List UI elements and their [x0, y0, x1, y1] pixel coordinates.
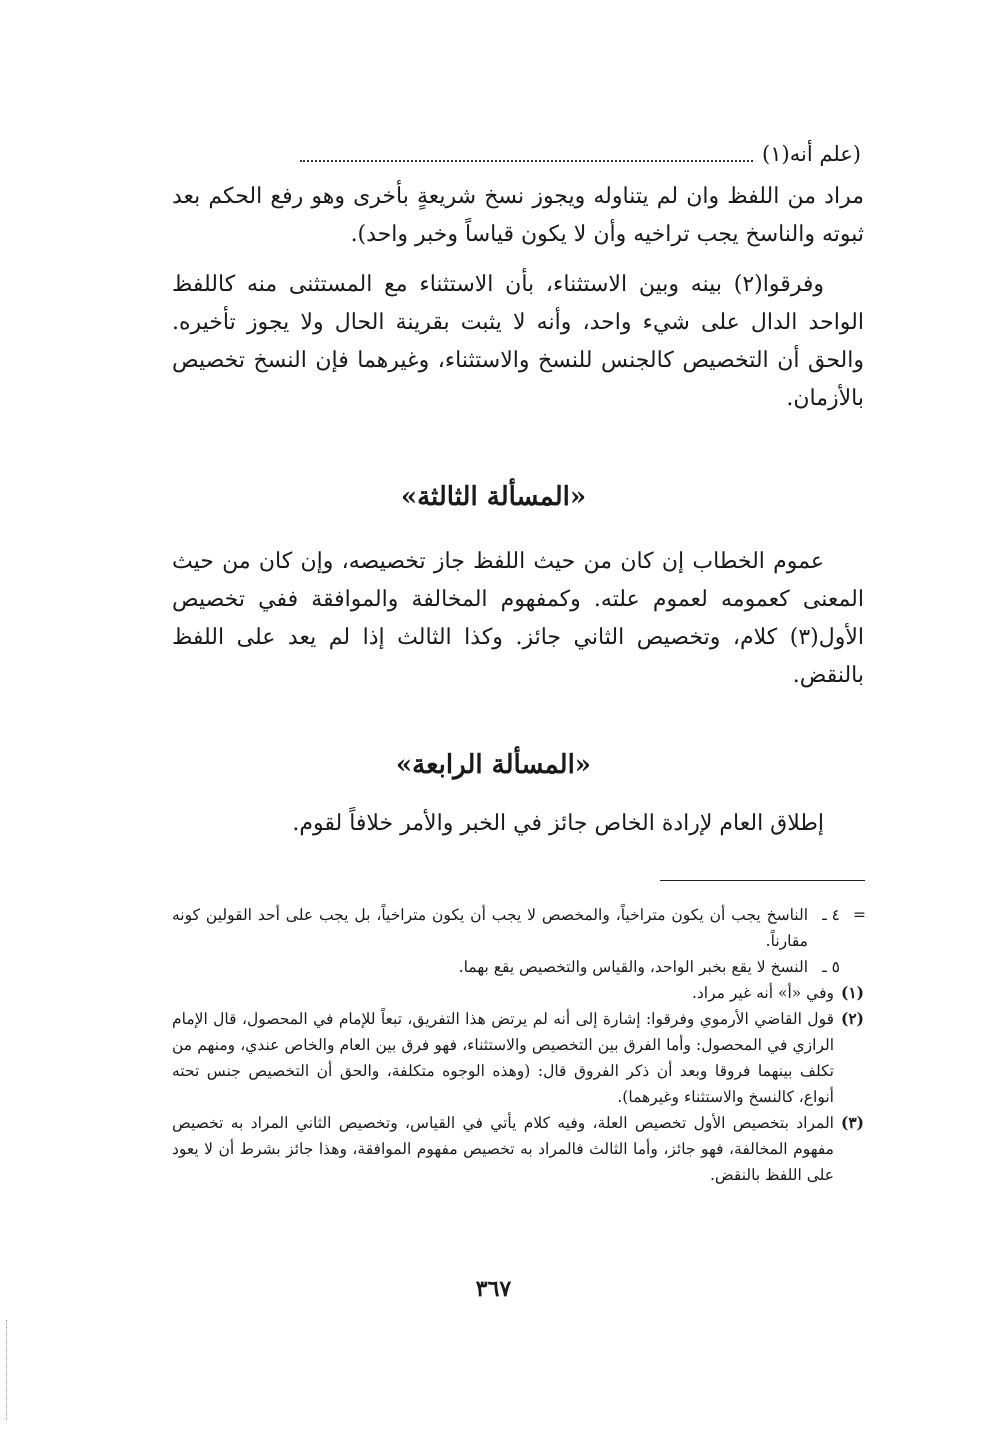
- main-text-top: [172, 178, 864, 418]
- footnote-text: المراد بتخصيص الأول تخصيص العلة، وفيه كلام يأتي في القياس، وتخصيص الثاني المراد به تخصيص مفهوم المخالفة، فهو جائز، وأما الثالث فالمراد به تخصيص مفهوم الموافقة، وهذا جائز بشرط أن لا يعود على اللفظ بالنقض.: [172, 1114, 834, 1184]
- continuation-text: الناسخ يجب أن يكون متراخياً، والمخصص لا يجب أن يكون متراخياً، بل يجب على أحد القولين كونه مقارناً.: [172, 906, 808, 950]
- page-number: ٣٦٧: [475, 1276, 512, 1302]
- footnote-number: (٢): [840, 1009, 864, 1028]
- lead-text: (علم أنه(١): [754, 142, 861, 166]
- continuation-number: ٥ ـ: [822, 958, 840, 976]
- footnote-text: قول القاضي الأرموي وفرقوا: إشارة إلى أنه لم يرتض هذا التفريق، تبعاً للإمام في المحصول، قال الإمام الرازي في المحصول: وأما الفرق بين التخصيص والاستثناء، فهو فرق بين العام والخاص عندي، ومنهم من تكلف بينهما فروقا وبعد أن ذكر الفروق قال: (وهذه الوجوه متكلفة، والحق أن التخصيص جنس تحته أنواع، كالنسخ والاستثناء وغيرهما).: [172, 1010, 834, 1106]
- paragraph-3: عموم الخطاب إن كان من حيث اللفظ جاز تخصيصه، وإن كان من حيث المعنى كعمومه لعموم علته. وكمفهوم المخالفة والموافقة ففي تخصيص الأول(٣) كلام، وتخصيص الثاني جائز. وكذا الثالث إذا لم يعد على اللفظ بالنقض.: [172, 549, 864, 688]
- scan-edge-mark: [6, 1320, 8, 1420]
- footnote-text: وفي «أ» أنه غير مراد.: [691, 984, 834, 1002]
- footnote-2: [172, 1006, 864, 1110]
- footnote-number: (٣): [840, 1113, 864, 1132]
- paragraph-2: وفرقوا(٢) بينه وبين الاستثناء، بأن الاستثناء مع المستثنى منه كاللفظ الواحد الدال على شيء واحد، وأنه لا يثبت بقرينة الحال ولا يجوز تأخيره. والحق أن التخصيص كالجنس للنسخ والاستثناء، وغيرهما فإن النسخ تخصيص بالأزمان.: [172, 272, 864, 411]
- section-heading-3: «المسألة الثالثة»: [400, 482, 587, 512]
- main-text-bottom: [172, 805, 864, 843]
- section-heading-4: «المسألة الرابعة»: [395, 750, 592, 780]
- paragraph-4: إطلاق العام لإرادة الخاص جائز في الخبر والأمر خلافاً لقوم.: [292, 811, 824, 836]
- footnotes: [172, 902, 864, 1188]
- continuation-text: النسخ لا يقع بخبر الواحد، والقياس والتخصيص يقع بهما.: [458, 958, 808, 976]
- main-text-middle: [172, 543, 864, 695]
- footnote-separator: [660, 880, 865, 881]
- continuation-number: ٤ ـ: [822, 906, 840, 924]
- footnote-continuation-4: [172, 902, 864, 954]
- paragraph-1: مراد من اللفظ وان لم يتناوله ويجوز نسخ شريعةٍ بأخرى وهو رفع الحكم بعد ثبوته والناسخ يجب تراخيه وأن لا يكون قياساً وخبر واحد).: [172, 184, 864, 247]
- continuation-marker: =: [853, 906, 866, 924]
- footnote-1: [172, 980, 864, 1006]
- footnote-continuation-5: [172, 954, 864, 980]
- footnote-3: [172, 1110, 864, 1188]
- footnote-number: (١): [840, 983, 864, 1002]
